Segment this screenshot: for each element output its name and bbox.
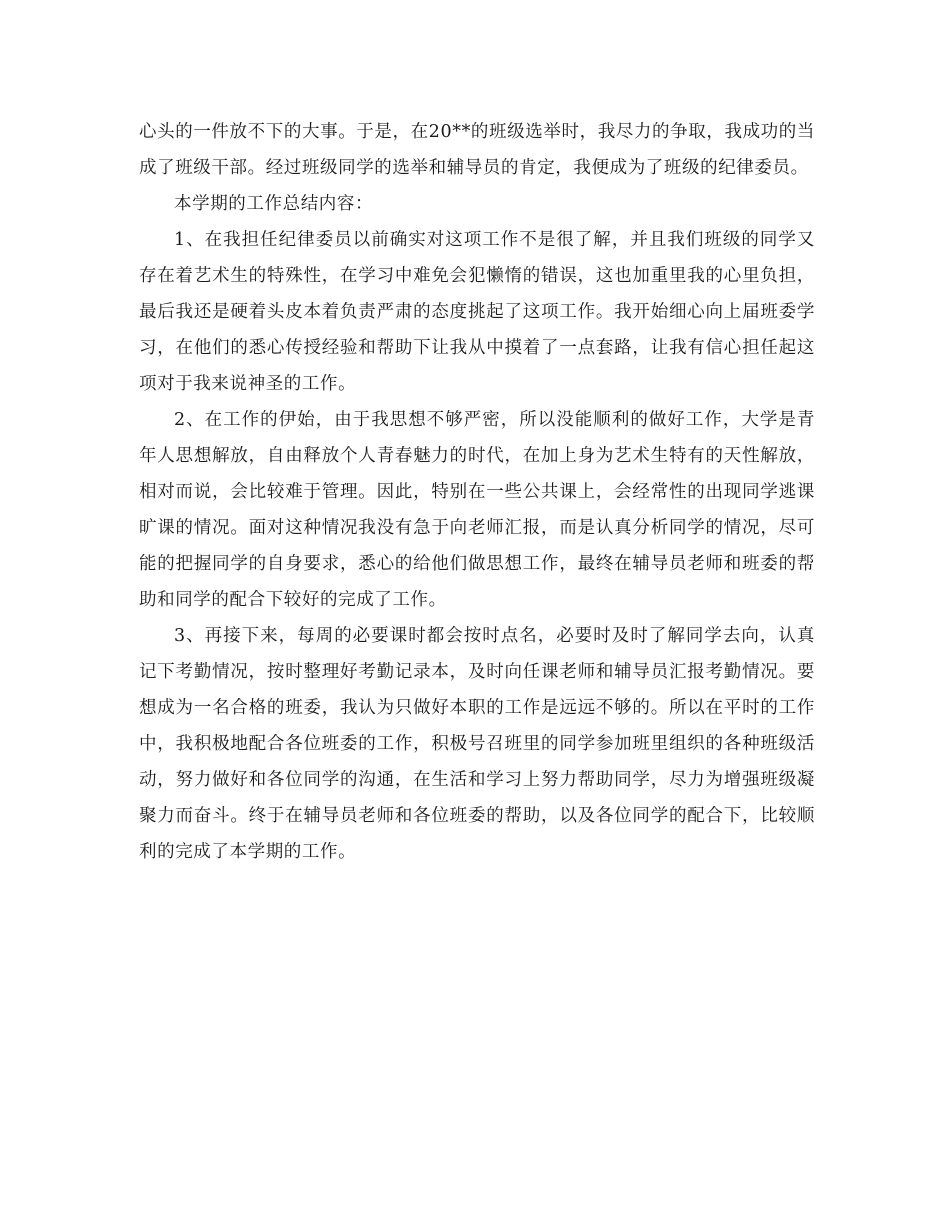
paragraph-point-3: 3、再接下来，每周的必要课时都会按时点名，必要时及时了解同学去向，认真记下考勤情况，按时整理好考勤记录本，及时向任课老师和辅导员汇报考勤情况。要想成为一名合格的班委，我认为只做好本职的工作是远远不够的。所以在平时的工作中，我积极地配合各位班委的工作，积极号召班里的同学参加班里组织的各种班级活动，努力做好和各位同学的沟通，在生活和学习上努力帮助同学，尽力为增强班级凝聚力而奋斗。终于在辅导员老师和各位班委的帮助，以及各位同学的配合下，比较顺利的完成了本学期的工作。	[139, 626, 815, 862]
paragraph-point-2: 2、在工作的伊始，由于我思想不够严密，所以没能顺利的做好工作，大学是青年人思想解放，自由释放个人青春魅力的时代，在加上身为艺术生特有的天性解放，相对而说，会比较难于管理。因此，特别在一些公共课上，会经常性的出现同学逃课旷课的情况。面对这种情况我没有急于向老师汇报，而是认真分析同学的情况，尽可能的把握同学的自身要求，悉心的给他们做思想工作，最终在辅导员老师和班委的帮助和同学的配合下较好的完成了工作。	[139, 410, 815, 610]
paragraph-continuation: 心头的一件放不下的大事。于是，在20**的班级选举时，我尽力的争取，我成功的当成了班级干部。经过班级同学的选举和辅导员的肯定，我便成为了班级的纪律委员。	[139, 122, 815, 178]
document-body	[139, 114, 815, 870]
paragraph-summary-heading: 本学期的工作总结内容：	[174, 194, 374, 214]
paragraph-point-1: 1、在我担任纪律委员以前确实对这项工作不是很了解，并且我们班级的同学又存在着艺术生的特殊性，在学习中难免会犯懒惰的错误，这也加重里我的心里负担，最后我还是硬着头皮本着负责严肃的态度挑起了这项工作。我开始细心向上届班委学习，在他们的悉心传授经验和帮助下让我从中摸着了一点套路，让我有信心担任起这项对于我来说神圣的工作。	[139, 230, 815, 394]
